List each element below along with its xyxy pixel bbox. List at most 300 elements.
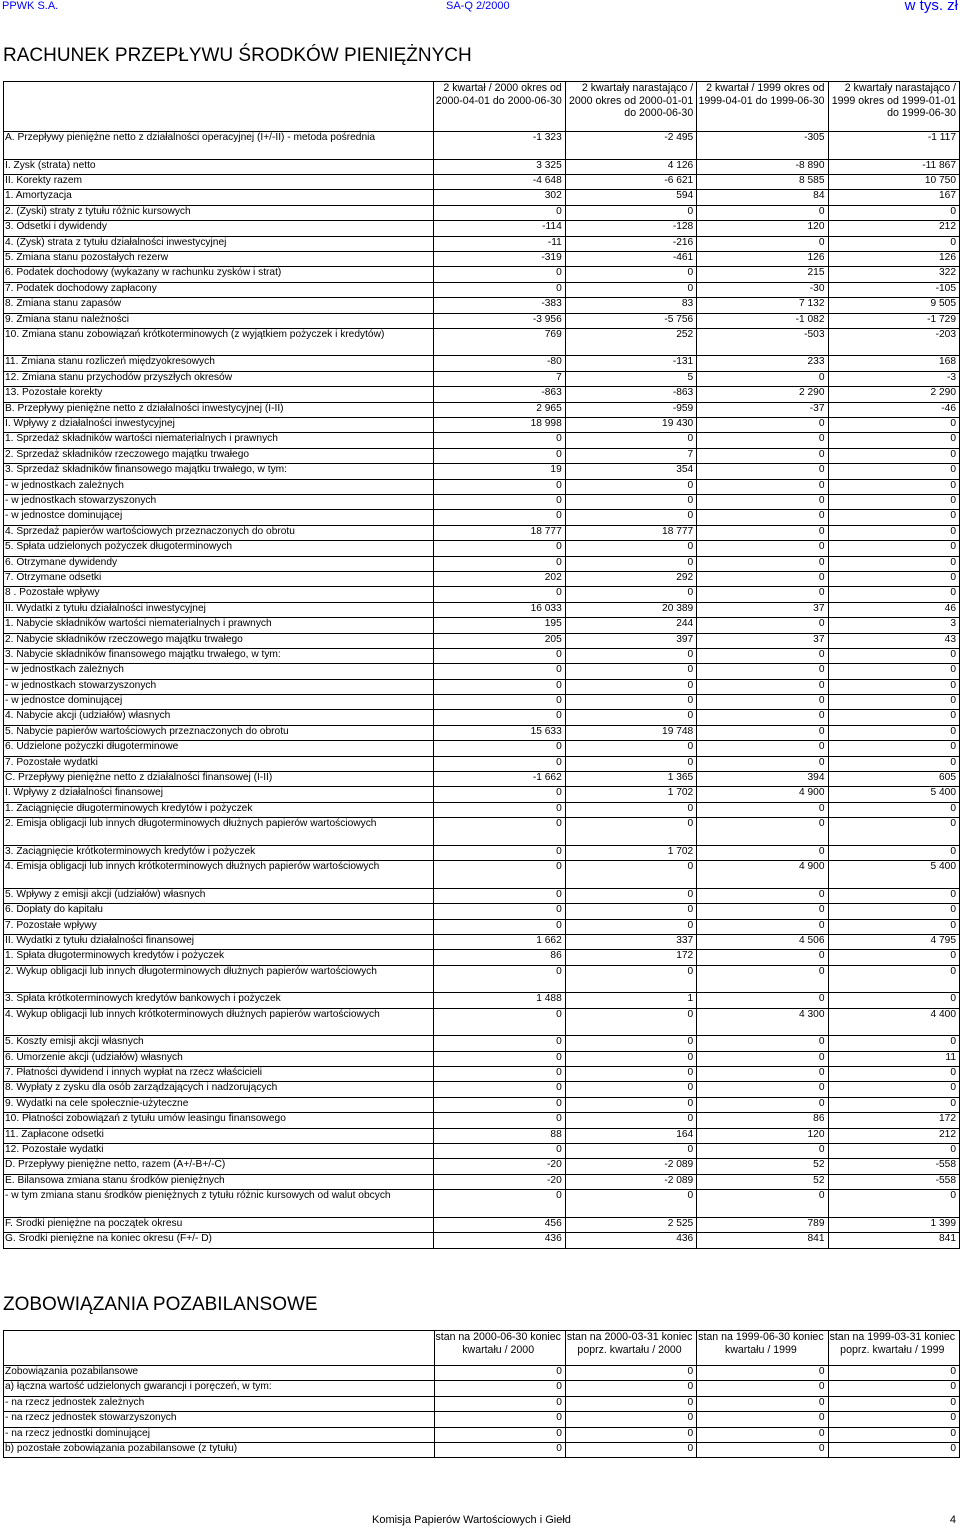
row-value: 841 [828, 1233, 959, 1248]
row-value: 0 [697, 888, 828, 903]
row-value: 0 [434, 1008, 565, 1036]
row-value: 0 [565, 1427, 696, 1442]
table-row [4, 587, 960, 602]
table-row [4, 433, 960, 448]
row-value: 3 325 [434, 159, 565, 174]
row-value: 0 [697, 556, 828, 571]
row-value: 0 [828, 802, 959, 817]
row-value: 0 [697, 525, 828, 540]
table-row [4, 387, 960, 402]
row-label: 5. Spłata udzielonych pożyczek długoterminowych [4, 541, 434, 556]
report-code: SA-Q 2/2000 [446, 0, 510, 12]
row-value: 0 [828, 205, 959, 220]
table-row [4, 1190, 960, 1218]
row-label: b) pozostałe zobowiązania pozabilansowe (z tytułu) [4, 1442, 435, 1457]
row-value: 0 [565, 1396, 696, 1411]
table-row [4, 1442, 960, 1457]
row-value: 0 [434, 1412, 565, 1427]
row-value: 0 [565, 818, 696, 846]
row-value: 0 [697, 510, 828, 525]
row-value: -2 495 [565, 132, 696, 160]
row-value: 0 [434, 448, 565, 463]
table-row [4, 904, 960, 919]
row-label: 6. Podatek dochodowy (wykazany w rachunku zysków i strat) [4, 267, 434, 282]
offbalance-column-header: stan na 2000-06-30 koniec kwartału / 2000 [434, 1331, 565, 1366]
row-value: 0 [434, 433, 565, 448]
row-value: 0 [697, 1082, 828, 1097]
row-value: 5 400 [828, 861, 959, 889]
row-value: 841 [697, 1233, 828, 1248]
row-label: 6. Otrzymane dywidendy [4, 556, 434, 571]
row-value: 19 [434, 464, 565, 479]
row-value: 0 [565, 1366, 696, 1381]
row-value: 0 [697, 1412, 828, 1427]
offbalance-column-header: stan na 1999-03-31 koniec poprz. kwartału / 1999 [828, 1331, 959, 1366]
row-value: 164 [565, 1128, 696, 1143]
row-value: 2 965 [434, 402, 565, 417]
row-value: 0 [434, 664, 565, 679]
footer-publisher: Komisja Papierów Wartościowych i Giełd [372, 1514, 571, 1526]
row-label: 3. Nabycie składników finansowego majątku trwałego, w tym: [4, 648, 434, 663]
row-value: 0 [828, 950, 959, 965]
table-row [4, 818, 960, 846]
offbalance-rows [4, 1366, 960, 1458]
row-label: 5. Zmiana stanu pozostałych rezerw [4, 251, 434, 266]
row-value: -863 [565, 387, 696, 402]
cashflow-header-row [4, 82, 960, 132]
row-value: 5 [565, 371, 696, 386]
row-label: 5. Nabycie papierów wartościowych przeznaczonych do obrotu [4, 725, 434, 740]
table-row [4, 132, 960, 160]
row-label: 4. Emisja obligacji lub innych krótkoterminowych dłużnych papierów wartościowych [4, 861, 434, 889]
table-row [4, 950, 960, 965]
offbalance-column-header: stan na 1999-06-30 koniec kwartału / 1999 [697, 1331, 828, 1366]
row-label: 7. Płatności dywidend i innych wypłat na rzecz właścicieli [4, 1067, 434, 1082]
row-label: - w jednostkach stowarzyszonych [4, 495, 434, 510]
row-value: 5 400 [828, 787, 959, 802]
row-label: 7. Pozostałe wpływy [4, 919, 434, 934]
row-value: 4 300 [697, 1008, 828, 1036]
row-value: 0 [434, 648, 565, 663]
row-label: 7. Podatek dochodowy zapłacony [4, 282, 434, 297]
row-value: 0 [565, 710, 696, 725]
row-value: 0 [697, 618, 828, 633]
cashflow-column-header: 2 kwartał / 2000 okres od 2000-04-01 do 2000-06-30 [434, 82, 565, 132]
row-value: -216 [565, 236, 696, 251]
table-row [4, 174, 960, 189]
row-label: a) łączna wartość udzielonych gwarancji i poręczeń, w tym: [4, 1381, 435, 1396]
row-value: 215 [697, 267, 828, 282]
table-row [4, 205, 960, 220]
row-label: Zobowiązania pozabilansowe [4, 1366, 435, 1381]
table-row [4, 402, 960, 417]
row-value: 0 [565, 541, 696, 556]
table-row [4, 525, 960, 540]
row-value: 0 [697, 845, 828, 860]
row-value: 0 [697, 479, 828, 494]
row-value: 172 [565, 950, 696, 965]
row-value: -105 [828, 282, 959, 297]
row-value: -203 [828, 328, 959, 356]
row-value: 0 [565, 965, 696, 993]
table-row [4, 919, 960, 934]
row-value: 0 [434, 1051, 565, 1066]
table-row [4, 772, 960, 787]
row-value: 0 [828, 525, 959, 540]
row-value: 7 [434, 371, 565, 386]
row-label: 7. Pozostałe wydatki [4, 756, 434, 771]
row-label: - w jednostkach zależnych [4, 664, 434, 679]
row-value: 0 [434, 1381, 565, 1396]
row-value: -8 890 [697, 159, 828, 174]
row-value: 0 [434, 818, 565, 846]
report-header [0, 0, 960, 14]
row-value: 0 [565, 1051, 696, 1066]
row-value: 0 [697, 695, 828, 710]
row-value: 0 [565, 587, 696, 602]
row-value: 0 [565, 282, 696, 297]
row-value: 4 795 [828, 934, 959, 949]
row-value: 456 [434, 1217, 565, 1232]
row-label: 8 . Pozostałe wpływy [4, 587, 434, 602]
row-value: 0 [828, 725, 959, 740]
row-label: 1. Zaciągnięcie długoterminowych kredytów i pożyczek [4, 802, 434, 817]
row-label: 1. Spłata długoterminowych kredytów i pożyczek [4, 950, 434, 965]
row-value: 0 [565, 1190, 696, 1218]
row-value: 4 900 [697, 861, 828, 889]
row-value: 7 132 [697, 298, 828, 313]
row-value: 4 900 [697, 787, 828, 802]
table-row [4, 1082, 960, 1097]
row-value: 0 [434, 787, 565, 802]
row-value: 52 [697, 1174, 828, 1189]
row-value: 0 [697, 205, 828, 220]
row-value: 0 [565, 1381, 696, 1396]
row-value: -4 648 [434, 174, 565, 189]
row-value: 16 033 [434, 602, 565, 617]
row-value: -503 [697, 328, 828, 356]
row-value: 46 [828, 602, 959, 617]
row-value: 84 [697, 190, 828, 205]
row-value: 0 [697, 818, 828, 846]
row-value: 0 [828, 1366, 959, 1381]
row-value: 0 [434, 679, 565, 694]
row-value: -2 089 [565, 1174, 696, 1189]
row-label: 2. (Zyski) straty z tytułu różnic kursowych [4, 205, 434, 220]
row-label: - w tym zmiana stanu środków pieniężnych z tytułu różnic kursowych od walut obcych [4, 1190, 434, 1218]
row-value: 769 [434, 328, 565, 356]
row-value: 0 [697, 1097, 828, 1112]
table-row [4, 861, 960, 889]
row-value: 1 488 [434, 993, 565, 1008]
row-label: 2. Emisja obligacji lub innych długoterminowych dłużnych papierów wartościowych [4, 818, 434, 846]
row-value: 0 [434, 919, 565, 934]
row-value: -11 867 [828, 159, 959, 174]
row-value: 19 748 [565, 725, 696, 740]
row-value: 0 [828, 1442, 959, 1457]
table-row [4, 648, 960, 663]
row-label: 6. Umorzenie akcji (udziałów) własnych [4, 1051, 434, 1066]
row-label: - w jednostce dominującej [4, 695, 434, 710]
table-row [4, 1159, 960, 1174]
table-row [4, 1008, 960, 1036]
offbalance-header-corner [4, 1331, 435, 1366]
row-value: 0 [828, 1412, 959, 1427]
row-value: 0 [565, 1082, 696, 1097]
table-row [4, 221, 960, 236]
row-value: 0 [828, 993, 959, 1008]
row-value: 0 [434, 587, 565, 602]
row-value: 0 [565, 1097, 696, 1112]
row-value: 0 [828, 710, 959, 725]
row-value: 0 [434, 205, 565, 220]
table-row [4, 888, 960, 903]
table-row [4, 1128, 960, 1143]
row-value: 0 [565, 1036, 696, 1051]
row-value: 594 [565, 190, 696, 205]
table-row [4, 464, 960, 479]
row-value: 7 [565, 448, 696, 463]
row-value: 0 [434, 741, 565, 756]
row-value: 0 [434, 845, 565, 860]
row-value: 0 [565, 510, 696, 525]
row-label: - na rzecz jednostek zależnych [4, 1396, 435, 1411]
cashflow-rows [4, 132, 960, 1249]
row-value: 0 [565, 802, 696, 817]
row-value: 0 [434, 479, 565, 494]
row-value: 0 [828, 845, 959, 860]
row-label: - na rzecz jednostek stowarzyszonych [4, 1412, 435, 1427]
table-row [4, 1144, 960, 1159]
table-row [4, 664, 960, 679]
row-value: 0 [434, 888, 565, 903]
table-row [4, 1412, 960, 1427]
row-label: 4. (Zysk) strata z tytułu działalności inwestycyjnej [4, 236, 434, 251]
row-label: 8. Zmiana stanu zapasów [4, 298, 434, 313]
table-row [4, 571, 960, 586]
company-name: PPWK S.A. [2, 0, 59, 12]
row-value: 0 [697, 741, 828, 756]
row-label: 2. Nabycie składników rzeczowego majątku trwałego [4, 633, 434, 648]
row-label: I. Zysk (strata) netto [4, 159, 434, 174]
row-value: 2 290 [828, 387, 959, 402]
row-value: -383 [434, 298, 565, 313]
row-value: 0 [434, 1190, 565, 1218]
table-row [4, 328, 960, 356]
row-value: 0 [565, 695, 696, 710]
row-value: 11 [828, 1051, 959, 1066]
row-value: 0 [697, 648, 828, 663]
row-value: 4 400 [828, 1008, 959, 1036]
table-row [4, 1396, 960, 1411]
row-value: 0 [434, 1144, 565, 1159]
row-label: 9. Zmiana stanu należności [4, 313, 434, 328]
row-value: 0 [697, 448, 828, 463]
row-value: 0 [565, 1113, 696, 1128]
table-row [4, 1217, 960, 1232]
row-value: 0 [434, 1396, 565, 1411]
row-value: 0 [434, 541, 565, 556]
row-value: 83 [565, 298, 696, 313]
row-label: 5. Koszty emisji akcji własnych [4, 1036, 434, 1051]
table-row [4, 1366, 960, 1381]
table-row [4, 298, 960, 313]
row-value: 212 [828, 221, 959, 236]
table-row [4, 267, 960, 282]
row-value: 0 [434, 1427, 565, 1442]
row-value: 322 [828, 267, 959, 282]
row-value: 20 389 [565, 602, 696, 617]
row-value: -131 [565, 356, 696, 371]
row-value: -461 [565, 251, 696, 266]
row-label: 1. Amortyzacja [4, 190, 434, 205]
row-value: 86 [697, 1113, 828, 1128]
row-value: 0 [697, 1144, 828, 1159]
row-value: 0 [434, 1036, 565, 1051]
row-label: 4. Wykup obligacji lub innych krótkoterminowych dłużnych papierów wartościowych [4, 1008, 434, 1036]
cashflow-title: RACHUNEK PRZEPŁYWU ŚRODKÓW PIENIĘŻNYCH [3, 45, 472, 66]
row-value: 0 [434, 1442, 565, 1457]
row-value: -558 [828, 1174, 959, 1189]
row-value: 0 [434, 1067, 565, 1082]
cashflow-column-header: 2 kwartały narastająco / 2000 okres od 2000-01-01 do 2000-06-30 [565, 82, 696, 132]
row-value: -305 [697, 132, 828, 160]
row-value: -114 [434, 221, 565, 236]
row-label: - w jednostce dominującej [4, 510, 434, 525]
table-row [4, 756, 960, 771]
row-value: 0 [828, 495, 959, 510]
row-value: 212 [828, 1128, 959, 1143]
row-value: -863 [434, 387, 565, 402]
row-label: 2. Wykup obligacji lub innych długoterminowych dłużnych papierów wartościowych [4, 965, 434, 993]
row-value: 0 [565, 741, 696, 756]
row-value: 0 [565, 267, 696, 282]
row-label: 11. Zapłacone odsetki [4, 1128, 434, 1143]
row-value: 0 [434, 282, 565, 297]
row-label: 6. Dopłaty do kapitału [4, 904, 434, 919]
row-value: 0 [434, 904, 565, 919]
table-row [4, 934, 960, 949]
table-row [4, 1051, 960, 1066]
row-value: 0 [434, 495, 565, 510]
row-label: B. Przepływy pieniężne netto z działalności inwestycyjnej (I-II) [4, 402, 434, 417]
row-value: 252 [565, 328, 696, 356]
row-value: 0 [697, 464, 828, 479]
row-label: 3. Zaciągnięcie krótkoterminowych kredytów i pożyczek [4, 845, 434, 860]
table-row [4, 710, 960, 725]
row-value: 168 [828, 356, 959, 371]
row-value: 0 [434, 556, 565, 571]
row-value: -20 [434, 1159, 565, 1174]
row-value: 0 [565, 205, 696, 220]
table-row [4, 741, 960, 756]
row-value: 0 [828, 1082, 959, 1097]
row-value: -5 756 [565, 313, 696, 328]
table-row [4, 633, 960, 648]
row-label: II. Korekty razem [4, 174, 434, 189]
row-value: 0 [697, 1366, 828, 1381]
row-value: 120 [697, 1128, 828, 1143]
table-row [4, 448, 960, 463]
row-value: 0 [697, 495, 828, 510]
row-value: -3 [828, 371, 959, 386]
row-value: 18 998 [434, 418, 565, 433]
row-value: 0 [565, 679, 696, 694]
page-number: 4 [949, 1514, 956, 1526]
row-value: 0 [565, 479, 696, 494]
row-value: 0 [828, 1396, 959, 1411]
row-value: 167 [828, 190, 959, 205]
row-value: 0 [828, 418, 959, 433]
row-label: 3. Spłata krótkoterminowych kredytów bankowych i pożyczek [4, 993, 434, 1008]
row-value: 18 777 [434, 525, 565, 540]
row-value: 0 [828, 1190, 959, 1218]
row-value: 0 [828, 904, 959, 919]
row-value: -319 [434, 251, 565, 266]
row-label: 6. Udzielone pożyczki długoterminowe [4, 741, 434, 756]
row-value: -1 117 [828, 132, 959, 160]
row-value: 0 [828, 648, 959, 663]
row-value: -80 [434, 356, 565, 371]
row-value: 605 [828, 772, 959, 787]
row-value: 0 [828, 479, 959, 494]
row-value: 19 430 [565, 418, 696, 433]
row-value: 436 [434, 1233, 565, 1248]
row-value: 172 [828, 1113, 959, 1128]
row-value: 43 [828, 633, 959, 648]
row-value: 0 [697, 371, 828, 386]
cashflow-header-corner [4, 82, 434, 132]
row-value: 0 [434, 1366, 565, 1381]
row-value: 0 [828, 1067, 959, 1082]
table-row [4, 556, 960, 571]
row-label: I. Wpływy z działalności inwestycyjnej [4, 418, 434, 433]
row-value: -46 [828, 402, 959, 417]
row-label: G. Środki pieniężne na koniec okresu (F+/- D) [4, 1233, 434, 1248]
table-row [4, 1233, 960, 1248]
row-label: 10. Zmiana stanu zobowiązań krótkoterminowych (z wyjątkiem pożyczek i kredytów) [4, 328, 434, 356]
row-value: 0 [697, 1442, 828, 1457]
row-value: 0 [828, 1097, 959, 1112]
table-row [4, 1036, 960, 1051]
table-row [4, 371, 960, 386]
row-value: -1 082 [697, 313, 828, 328]
row-value: 0 [697, 1190, 828, 1218]
table-row [4, 190, 960, 205]
row-value: 0 [697, 725, 828, 740]
row-value: 0 [565, 1144, 696, 1159]
table-row [4, 1174, 960, 1189]
table-row [4, 1381, 960, 1396]
row-value: 0 [697, 571, 828, 586]
row-label: 13. Pozostałe korekty [4, 387, 434, 402]
row-value: 0 [697, 1396, 828, 1411]
row-value: 0 [697, 587, 828, 602]
table-row [4, 965, 960, 993]
row-value: 0 [828, 433, 959, 448]
offbalance-title: ZOBOWIĄZANIA POZABILANSOWE [3, 1294, 318, 1315]
row-value: -1 323 [434, 132, 565, 160]
row-label: 10. Płatności zobowiązań z tytułu umów leasingu finansowego [4, 1113, 434, 1128]
row-value: 202 [434, 571, 565, 586]
row-value: 195 [434, 618, 565, 633]
row-label: - w jednostkach stowarzyszonych [4, 679, 434, 694]
row-value: 0 [697, 904, 828, 919]
row-value: 2 525 [565, 1217, 696, 1232]
row-label: 8. Wypłaty z zysku dla osób zarządzających i nadzorujących [4, 1082, 434, 1097]
row-value: 0 [434, 510, 565, 525]
row-value: 0 [828, 756, 959, 771]
